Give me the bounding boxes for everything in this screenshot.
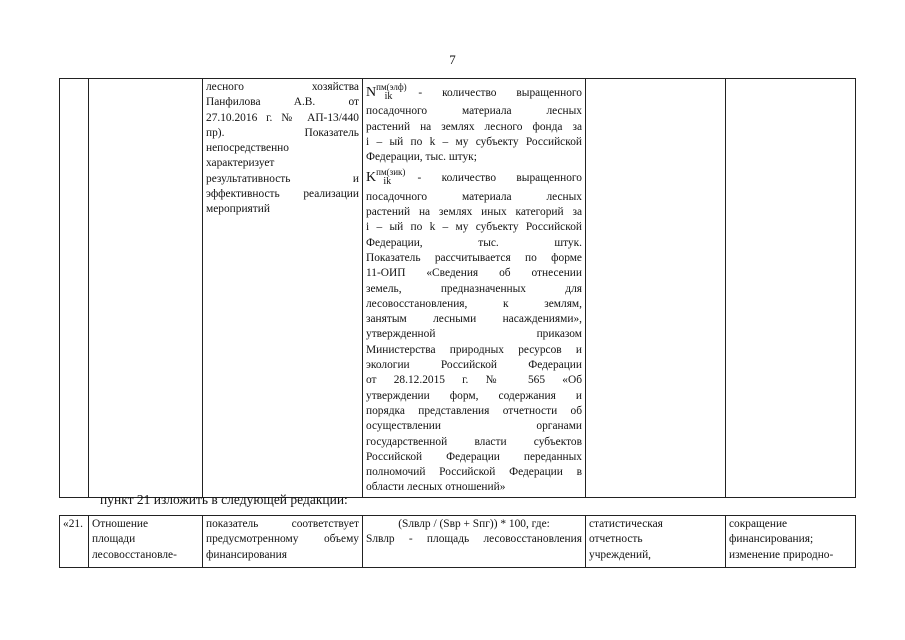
page-number: 7 xyxy=(449,52,456,67)
cell-formula xyxy=(363,79,586,498)
justification-line: эффективность реализации xyxy=(206,188,359,201)
formula-var-k: K xyxy=(366,170,377,186)
item-source-line: отчетность xyxy=(589,533,643,546)
item-name xyxy=(89,516,203,568)
formula-var-n: N xyxy=(366,85,377,100)
formula-sup-n: пм(элф) xyxy=(376,82,407,92)
indicator-table-item-21 xyxy=(59,515,856,568)
formula-text-line: растений на землях иных категорий за xyxy=(366,206,582,219)
item-number: «21. xyxy=(60,516,89,568)
cell-risks xyxy=(726,79,856,498)
formula-text-line: i – ый по k – му субъекту Российской xyxy=(366,221,582,234)
justification-line: непосредственно xyxy=(206,142,289,155)
item-name-line: Отношение xyxy=(92,518,149,530)
cell-number xyxy=(60,79,89,498)
item-risks-line: финансирования; xyxy=(729,533,814,546)
item-risks-line: сокращение xyxy=(729,518,788,530)
formula-definition: Sлвлр - площадь лесовосстановления xyxy=(366,533,582,546)
item-justification-line: показатель соответствует xyxy=(206,518,359,530)
formula-text-line: области лесных отношений» xyxy=(366,481,506,494)
item-risks xyxy=(726,516,856,568)
formula-text-line: растений на землях лесного фонда за xyxy=(366,120,582,133)
formula-text-line: Российской Федерации переданных xyxy=(366,450,582,463)
formula-sub-k: ik xyxy=(383,176,392,188)
item-formula xyxy=(363,516,586,568)
cell-justification xyxy=(203,79,363,498)
item-risks-line: изменение природно- xyxy=(729,548,834,561)
formula-sub-n: ik xyxy=(384,91,393,102)
formula-desc-n: - количество выращенного xyxy=(398,87,582,99)
item-source-line: учреждений, xyxy=(589,548,652,561)
indicator-table-continued xyxy=(59,78,856,498)
formula-text-line: посадочного материала лесных xyxy=(366,190,582,203)
edit-instruction: пункт 21 изложить в следующей редакции: xyxy=(100,492,348,507)
justification-line: лесного хозяйства xyxy=(206,81,359,93)
justification-line: 27.10.2016 г. № АП-13/440 xyxy=(206,111,359,124)
formula-text-line: Показатель рассчитывается по форме xyxy=(366,251,582,264)
formula-text-line: утверждении форм, содержания и xyxy=(366,389,582,402)
justification-line: характеризует xyxy=(206,157,275,170)
formula-text-line: Федерации, тыс. штук. xyxy=(366,236,582,249)
formula-text-line: 11-ОИП «Сведения об отнесении xyxy=(366,267,582,280)
formula-text-line: Федерации, тыс. штук; xyxy=(366,151,477,164)
formula-text-line: Министерства природных ресурсов и xyxy=(366,343,582,356)
justification-line: мероприятий xyxy=(206,203,270,216)
formula-text-line: посадочного материала лесных xyxy=(366,105,582,118)
formula-text-line: занятым лесными насаждениями», xyxy=(366,313,582,326)
justification-line: пр). Показатель xyxy=(206,126,359,139)
formula-text-line: земель, предназначенных для xyxy=(366,282,582,295)
cell-indicator-name xyxy=(89,79,203,498)
item-justification xyxy=(203,516,363,568)
formula-text-line: полномочий Российской Федерации в xyxy=(366,466,582,479)
formula-sup-k: пм(зик) xyxy=(376,167,406,178)
item-justification-line: финансирования xyxy=(206,548,287,561)
item-source-line: статистическая xyxy=(589,518,663,530)
justification-text xyxy=(206,80,359,218)
item-name-line: площади xyxy=(92,533,136,546)
cell-source xyxy=(586,79,726,498)
formula-text-line: осуществлении органами xyxy=(366,420,582,433)
formula-text-line: экологии Российской Федерации xyxy=(366,359,582,372)
formula-desc-a xyxy=(366,104,582,165)
formula-text-line: от 28.12.2015 г. № 565 «Об xyxy=(366,374,582,387)
formula-text-line: государственной власти субъектов xyxy=(366,435,582,448)
formula-text-line: лесовосстановления, к землям, xyxy=(366,297,582,310)
formula-desc-k: - количество выращенного xyxy=(397,172,582,185)
formula-text-line: i – ый по k – му субъекту Российской xyxy=(366,135,582,148)
formula-desc-b xyxy=(366,190,582,496)
formula-line-n xyxy=(366,80,582,104)
formula-text-line: порядка представления отчетности об xyxy=(366,404,582,417)
item-name-line: лесовосстановле- xyxy=(92,548,177,561)
justification-line: результативность и xyxy=(206,172,359,185)
item-source xyxy=(586,516,726,568)
justification-line: Панфилова А.В. от xyxy=(206,96,359,109)
formula-text-line: утвержденной приказом xyxy=(366,328,582,341)
formula-expression: (Sлвлр / (Sвр + Sпг)) * 100, где: xyxy=(398,518,550,530)
item-justification-line: предусмотренному объему xyxy=(206,533,359,546)
formula-line-k xyxy=(366,165,582,189)
